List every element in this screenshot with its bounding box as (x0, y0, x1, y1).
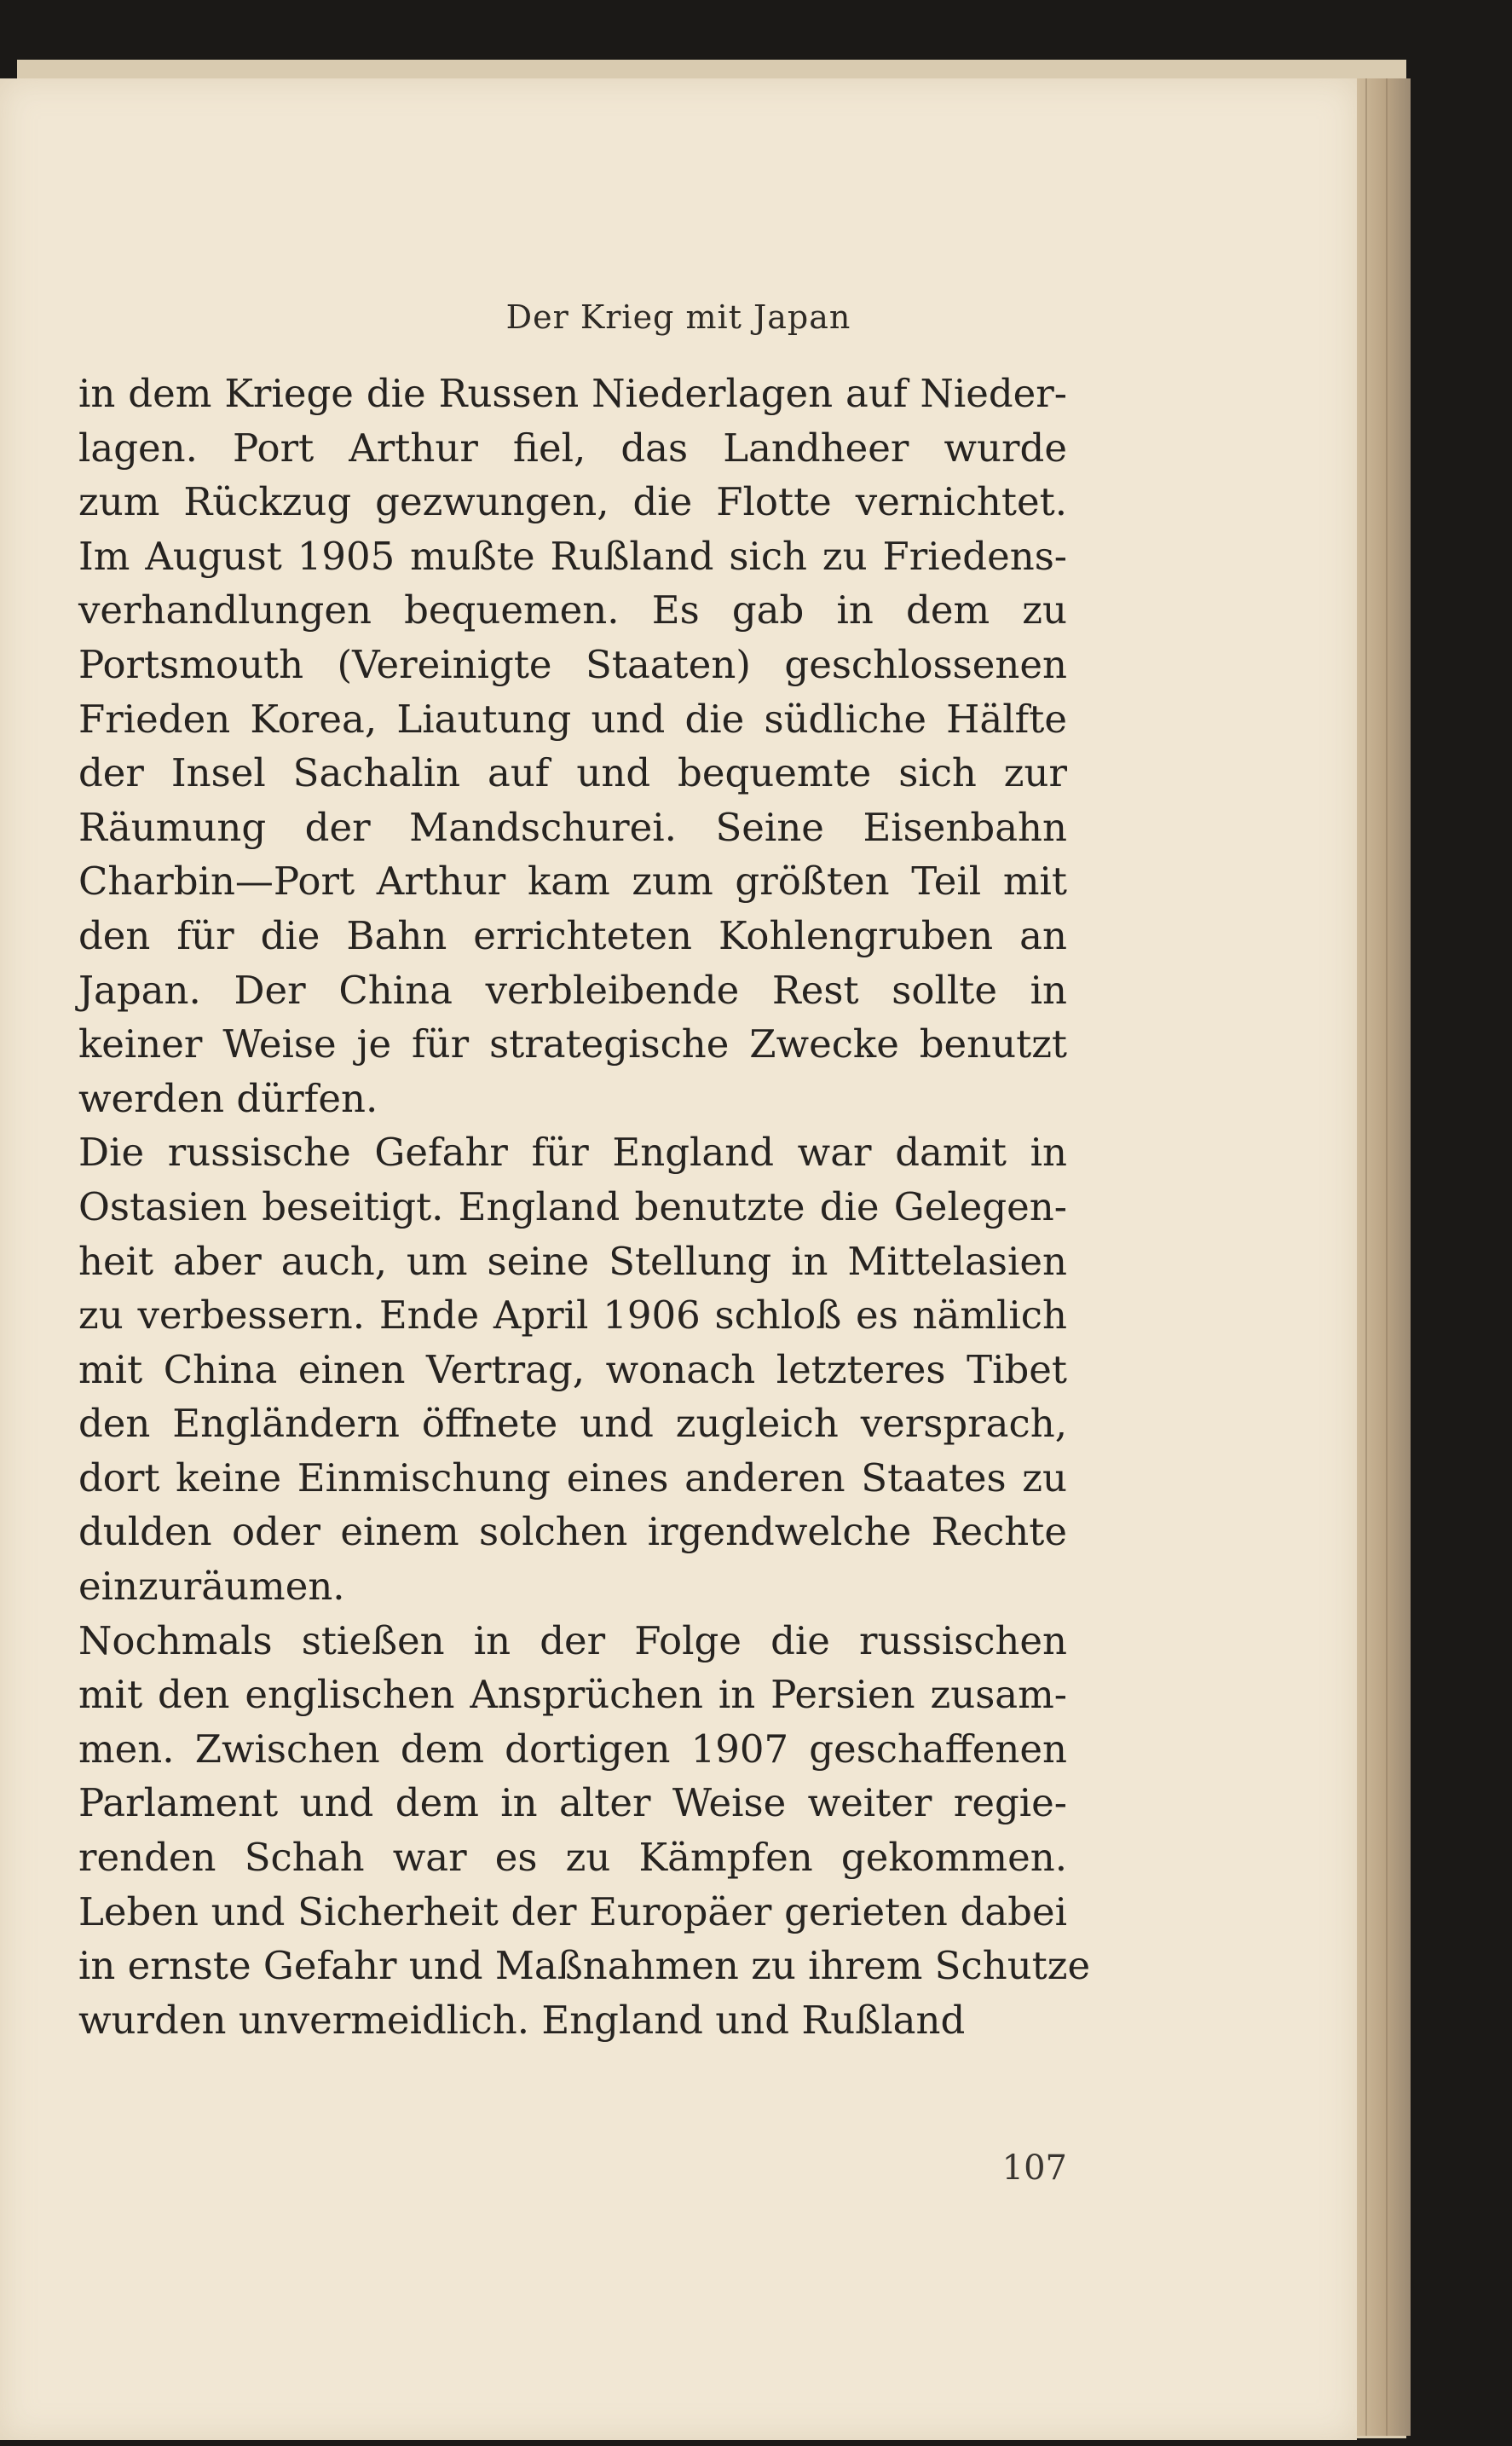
text-line: in dem Kriege die Russen Niederlagen auf Nieder- (78, 371, 1067, 416)
text-line: Die russische Gefahr für England war damit in (78, 1130, 1067, 1176)
text-line: verhandlungen bequemen. Es gab in dem zu (78, 587, 1067, 633)
text-line: Japan. Der China verbleibende Rest sollte in (78, 967, 1067, 1013)
book-page (0, 78, 1357, 2440)
text-line: Ostasien beseitigt. England benutzte die Gelegen- (78, 1183, 1067, 1229)
text-line: der Insel Sachalin auf und bequemte sich zur (78, 750, 1067, 796)
running-head: Der Krieg mit Japan (505, 298, 851, 336)
text-line: Charbin—Port Arthur kam zum größten Teil mit (78, 859, 1067, 905)
text-line: heit aber auch, um seine Stellung in Mittelasien (78, 1238, 1067, 1284)
page-number: 107 (1001, 2148, 1067, 2188)
text-line: zum Rückzug gezwungen, die Flotte vernichtet. (78, 479, 1067, 525)
text-line: mit den englischen Ansprüchen in Persien zusam- (78, 1672, 1067, 1718)
text-line: renden Schah war es zu Kämpfen gekommen. (78, 1835, 1067, 1881)
text-line: dort keine Einmischung eines anderen Staates zu (78, 1454, 1067, 1501)
text-line: Parlament und dem in alter Weise weiter regie- (78, 1780, 1067, 1826)
text-line: zu verbessern. Ende April 1906 schloß es nämlich (78, 1292, 1067, 1339)
text-line: Räumung der Mandschurei. Seine Eisenbahn (78, 804, 1067, 850)
text-line: dulden oder einem solchen irgendwelche Rechte (78, 1509, 1067, 1555)
text-line: Frieden Korea, Liautung und die südliche Hälfte (78, 696, 1067, 742)
text-line: Portsmouth (Vereinigte Staaten) geschlossenen (78, 641, 1067, 687)
text-line: werden dürfen. (78, 1075, 378, 1121)
text-line: den Engländern öffnete und zugleich versprach, (78, 1401, 1067, 1447)
page-edge-line (1365, 78, 1367, 2436)
text-line: Im August 1905 mußte Rußland sich zu Friedens- (78, 533, 1067, 579)
text-line: wurden unvermeidlich. England und Rußland (78, 1997, 966, 2043)
text-line: Leben und Sicherheit der Europäer gerieten dabei (78, 1888, 1067, 1934)
text-line: Nochmals stießen in der Folge die russischen (78, 1617, 1067, 1663)
text-line: keiner Weise je für strategische Zwecke benutzt (78, 1021, 1067, 1067)
text-line: men. Zwischen dem dortigen 1907 geschaffenen (78, 1726, 1067, 1772)
text-line: in ernste Gefahr und Maßnahmen zu ihrem Schutze (78, 1943, 1091, 1989)
text-line: den für die Bahn errichteten Kohlengruben an (78, 912, 1067, 958)
page-edge-line (1386, 78, 1388, 2436)
text-line: mit China einen Vertrag, wonach letzteres Tibet (78, 1346, 1067, 1392)
text-line: einzuräumen. (78, 1564, 345, 1610)
text-line: lagen. Port Arthur fiel, das Landheer wurde (78, 425, 1067, 471)
body-text (78, 367, 1091, 2047)
